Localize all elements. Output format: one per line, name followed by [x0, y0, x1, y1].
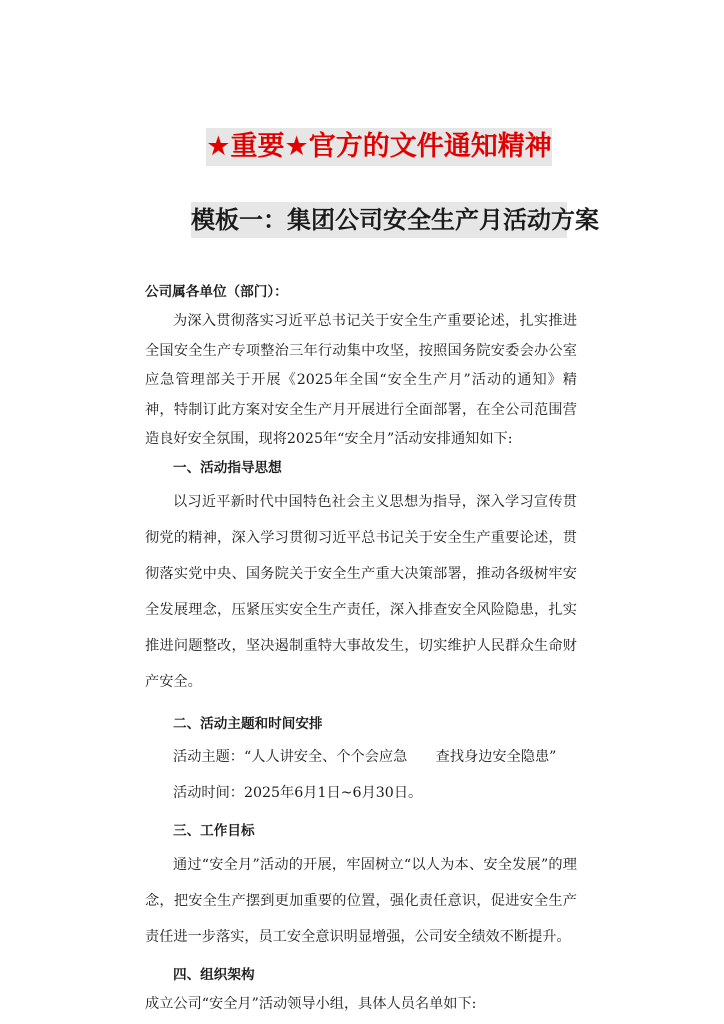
- section-heading-work-goals: 三、工作目标: [173, 823, 255, 840]
- section-body-organization: 成立公司“安全月”活动领导小组，具体人员名单如下:: [145, 996, 477, 1013]
- document-title: 模板一：集团公司安全生产月活动方案: [191, 202, 567, 238]
- document-body: [145, 278, 577, 1019]
- salutation: 公司属各单位（部门）：: [145, 284, 288, 300]
- section-heading-guiding-ideology: 一、活动指导思想: [173, 460, 282, 477]
- section-heading-organization: 四、组织架构: [173, 966, 255, 983]
- activity-time: 活动时间：2025年6月1日~6月30日。: [173, 785, 423, 802]
- notice-banner: ★重要★官方的文件通知精神: [206, 128, 552, 166]
- intro-paragraph: 为深入贯彻落实习近平总书记关于安全生产重要论述，扎实推进全国安全生产专项整治三年行动集中攻坚，按照国务院安委会办公室应急管理部关于开展《2025年全国“安全生产月”活动的通知》精神，特制订此方案对安全生产月开展进行全面部署，在全公司范围营造良好安全氛围，现将2025年“安全月”活动安排通知如下:: [145, 313, 577, 448]
- section-heading-theme-schedule: 二、活动主题和时间安排: [173, 715, 323, 732]
- section-body-work-goals: 通过“安全月”活动的开展，牢固树立“以人为本、安全发展”的理念，把安全生产摆到更加重要的位置，强化责任意识，促进安全生产责任进一步落实，员工安全意识明显增强，公司安全绩效不断提升。: [145, 856, 577, 945]
- section-body-guiding-ideology: 以习近平新时代中国特色社会主义思想为指导，深入学习宣传贯彻党的精神，深入学习贯彻习近平总书记关于安全生产重要论述，贯彻落实党中央、国务院关于安全生产重大决策部署，推动各级树牢安全发展理念，压紧压实安全生产责任，深入排查安全风险隐患，扎实推进问题整改，坚决遏制重特大事故发生，切实维护人民群众生命财产安全。: [145, 493, 577, 690]
- activity-theme: 活动主题：“人人讲安全、个个会应急 查找身边安全隐患”: [173, 749, 557, 766]
